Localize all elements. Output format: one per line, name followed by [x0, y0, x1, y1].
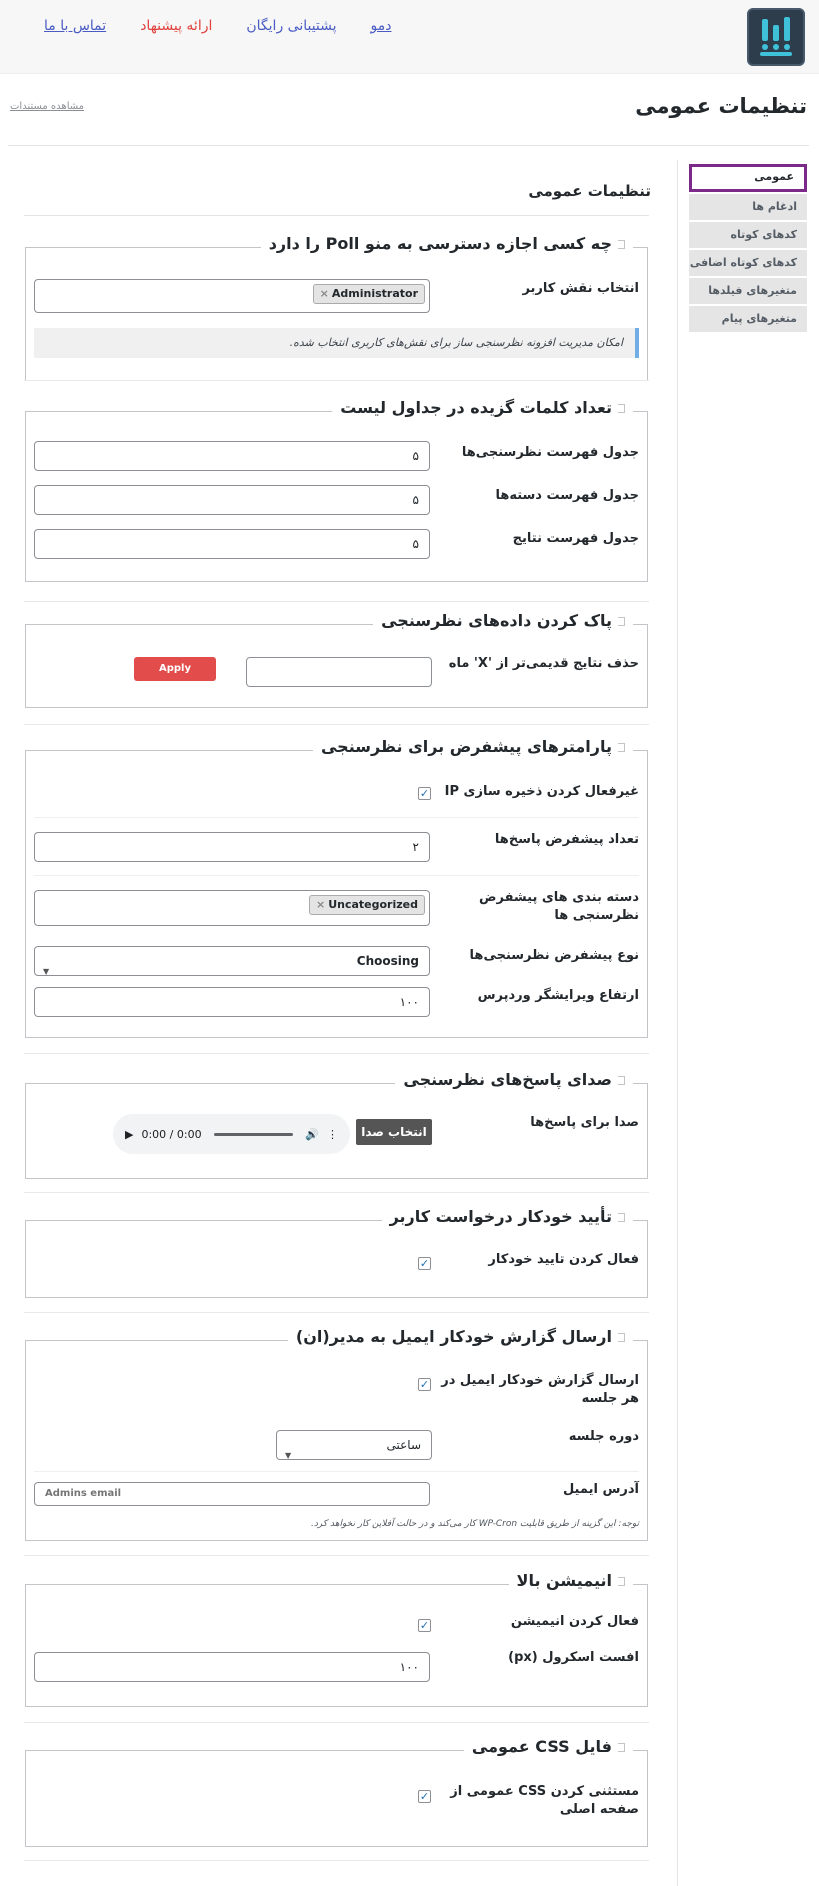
- sidebar-item-shortcodes[interactable]: کدهای کوتاه: [689, 222, 807, 248]
- divider: [24, 380, 649, 381]
- contact-link[interactable]: تماس با ما: [44, 18, 107, 34]
- sidebar-item-field-variables[interactable]: متغیرهای فیلدها: [689, 278, 807, 304]
- fieldset-title: [509, 1571, 633, 1590]
- page-title: تنظیمات عمومی: [635, 94, 807, 118]
- scroll-offset-label: افست اسکرول (px): [508, 1650, 639, 1665]
- divider: [24, 1722, 649, 1723]
- categories-table-label: جدول فهرست دسته‌ها: [495, 488, 639, 503]
- volume-icon[interactable]: 🔊: [305, 1127, 319, 1141]
- default-answers-input[interactable]: ۲: [34, 832, 430, 862]
- access-title: چه کسی اجازه دسترسی به منو Poll را دارد: [268, 234, 612, 253]
- chevron-down-icon: ▼: [43, 967, 50, 976]
- divider: [8, 145, 809, 146]
- polls-table-input[interactable]: ۵: [34, 441, 430, 471]
- fieldset-bracket-icon: [618, 1577, 625, 1586]
- wp-cron-hint: توجه: این گزینه از طریق قابلیت WP-Cron کار می‌کند و در حالت آفلاین کار نخواهد کرد.: [311, 1519, 639, 1529]
- fieldset-title: [332, 398, 633, 417]
- sidebar-divider: [677, 160, 678, 1886]
- exclude-css-checkbox[interactable]: ✓: [419, 1790, 430, 1803]
- fieldset-title: [382, 1207, 633, 1226]
- session-period-select[interactable]: [276, 1430, 432, 1460]
- role-tag[interactable]: [313, 284, 425, 304]
- default-category-select[interactable]: [34, 890, 430, 926]
- role-tag-label: Administrator: [331, 287, 418, 300]
- free-support-link[interactable]: پشتیبانی رایگان: [246, 18, 337, 34]
- results-table-input[interactable]: ۵: [34, 529, 430, 559]
- fieldset-title: [373, 611, 633, 630]
- divider: [24, 1192, 649, 1193]
- top-nav: [44, 18, 392, 34]
- editor-height-label: ارتفاع ویرایشگر وردپرس: [477, 988, 639, 1003]
- fieldset-bracket-icon: [618, 404, 625, 413]
- divider: [24, 215, 649, 216]
- css-title: فایل CSS عمومی: [471, 1737, 612, 1756]
- fieldset-title: [288, 1327, 633, 1346]
- categories-table-input[interactable]: ۵: [34, 485, 430, 515]
- session-period-value: ساعتی: [386, 1438, 421, 1452]
- audio-player[interactable]: [113, 1114, 350, 1154]
- email-title: ارسال گزارش خودکار ایمیل به مدیر(ان): [295, 1327, 612, 1346]
- fieldset-bracket-icon: [618, 1333, 625, 1342]
- section-heading: تنظیمات عمومی: [528, 182, 651, 200]
- defaults-title: پارامترهای پیشفرض برای نظرسنجی: [320, 737, 612, 756]
- app-logo[interactable]: [747, 8, 805, 66]
- auto-approve-checkbox[interactable]: ✓: [419, 1257, 430, 1270]
- play-icon[interactable]: ▶: [125, 1127, 134, 1141]
- divider: [24, 724, 649, 725]
- email-address-input[interactable]: [34, 1482, 430, 1506]
- disable-ip-checkbox[interactable]: ✓: [419, 787, 430, 800]
- view-docs-link[interactable]: مشاهده مستندات: [10, 101, 85, 112]
- category-tag[interactable]: [309, 895, 425, 915]
- fieldset-excerpt-words: [25, 398, 648, 582]
- divider: [24, 1860, 649, 1861]
- fieldset-title: [395, 1070, 633, 1089]
- enable-animation-label: فعال کردن انیمیشن: [510, 1614, 639, 1629]
- exclude-css-label: مستثنی کردن CSS عمومی از صفحه اصلی: [450, 1784, 639, 1817]
- fieldset-clear-data: [25, 611, 648, 708]
- send-report-checkbox[interactable]: ✓: [419, 1378, 430, 1391]
- apply-changes-button[interactable]: Apply changes: [134, 657, 216, 681]
- remove-tag-icon[interactable]: ×: [319, 287, 329, 300]
- fieldset-bracket-icon: [618, 743, 625, 752]
- fieldset-bracket-icon: [618, 1213, 625, 1222]
- fieldset-scroll-animation: [25, 1571, 648, 1707]
- disable-ip-label: غیرفعال کردن ذخیره سازی IP: [444, 784, 639, 799]
- clear-title: پاک کردن داده‌های نظرسنجی: [381, 611, 612, 630]
- fieldset-default-params: [25, 737, 648, 1038]
- scroll-offset-input[interactable]: ۱۰۰: [34, 1652, 430, 1682]
- remove-tag-icon[interactable]: ×: [315, 898, 326, 911]
- more-options-icon[interactable]: ⋮: [327, 1127, 338, 1141]
- fieldset-bracket-icon: [618, 617, 625, 626]
- fieldset-bracket-icon: [618, 1076, 625, 1085]
- fieldset-bracket-icon: [618, 240, 625, 249]
- clear-months-label: حذف نتایج قدیمی‌تر از 'X' ماه: [448, 656, 639, 671]
- editor-height-input[interactable]: ۱۰۰: [34, 987, 430, 1017]
- role-note: امکان مدیریت افزونه نظرسنجی ساز برای نقش‌های کاربری انتخاب شده.: [34, 328, 639, 358]
- fieldset-general-css: [25, 1737, 648, 1847]
- sound-title: صدای پاسخ‌های نظرسنجی: [403, 1070, 612, 1089]
- email-address-label: آدرس ایمیل: [562, 1482, 639, 1497]
- divider: [24, 1555, 649, 1556]
- row-divider: [34, 1471, 639, 1472]
- choose-sound-button[interactable]: انتخاب صدا: [356, 1119, 432, 1145]
- fieldset-email-report: [25, 1327, 648, 1541]
- settings-sidebar: [689, 164, 807, 334]
- polls-table-label: جدول فهرست نظرسنجی‌ها: [461, 445, 639, 460]
- poll-logo-icon: [756, 15, 796, 59]
- chevron-down-icon: ▼: [285, 1451, 292, 1460]
- default-answers-label: تعداد پیشفرض پاسخ‌ها: [494, 832, 639, 847]
- category-tag-label: Uncategorized: [328, 898, 418, 911]
- demo-link[interactable]: دمو: [370, 18, 392, 34]
- fieldset-title: [261, 234, 633, 253]
- role-select[interactable]: [34, 279, 430, 313]
- fieldset-access: [25, 234, 648, 381]
- row-divider: [34, 817, 639, 818]
- divider: [24, 1312, 649, 1313]
- default-category-label: دسته بندی های پیشفرض نظرسنجی ها: [479, 890, 639, 923]
- approve-title: تأیید خودکار درخواست کاربر: [389, 1207, 612, 1226]
- default-type-value: Choosing: [356, 954, 419, 968]
- results-table-label: جدول فهرست نتایج: [512, 531, 639, 546]
- top-bar: [0, 0, 819, 74]
- fieldset-title: [464, 1737, 633, 1756]
- session-period-label: دوره جلسه: [568, 1429, 639, 1444]
- divider: [24, 1053, 649, 1054]
- sidebar-item-extra-shortcodes[interactable]: کدهای کوتاه اضافی: [689, 250, 807, 276]
- row-divider: [34, 875, 639, 876]
- default-type-label: نوع پیشفرض نظرسنجی‌ها: [469, 948, 639, 963]
- suggest-link[interactable]: ارائه پیشنهاد: [140, 18, 213, 34]
- auto-approve-label: فعال کردن تایید خودکار: [488, 1252, 639, 1267]
- words-title: تعداد کلمات گزیده در جداول لیست: [340, 398, 612, 417]
- sidebar-item-integrations[interactable]: ادغام ها: [689, 194, 807, 220]
- answer-sound-label: صدا برای پاسخ‌ها: [530, 1115, 639, 1130]
- role-label: انتخاب نقش کاربر: [522, 281, 639, 296]
- enable-animation-checkbox[interactable]: ✓: [419, 1619, 430, 1632]
- audio-progress-slider[interactable]: [214, 1133, 294, 1136]
- fieldset-auto-approve: [25, 1207, 648, 1298]
- clear-months-input[interactable]: [246, 657, 432, 687]
- fieldset-answer-sound: [25, 1070, 648, 1179]
- default-type-select[interactable]: [34, 946, 430, 976]
- send-report-label: ارسال گزارش خودکار ایمیل در هر جلسه: [441, 1373, 639, 1406]
- animation-title: انیمیشن بالا: [516, 1571, 612, 1590]
- fieldset-title: [313, 737, 633, 756]
- sidebar-item-message-variables[interactable]: متغیرهای پیام: [689, 306, 807, 332]
- fieldset-bracket-icon: [618, 1743, 625, 1752]
- audio-time: 0:00 / 0:00: [141, 1127, 202, 1141]
- sidebar-item-general[interactable]: عمومی: [689, 164, 807, 192]
- divider: [24, 601, 649, 602]
